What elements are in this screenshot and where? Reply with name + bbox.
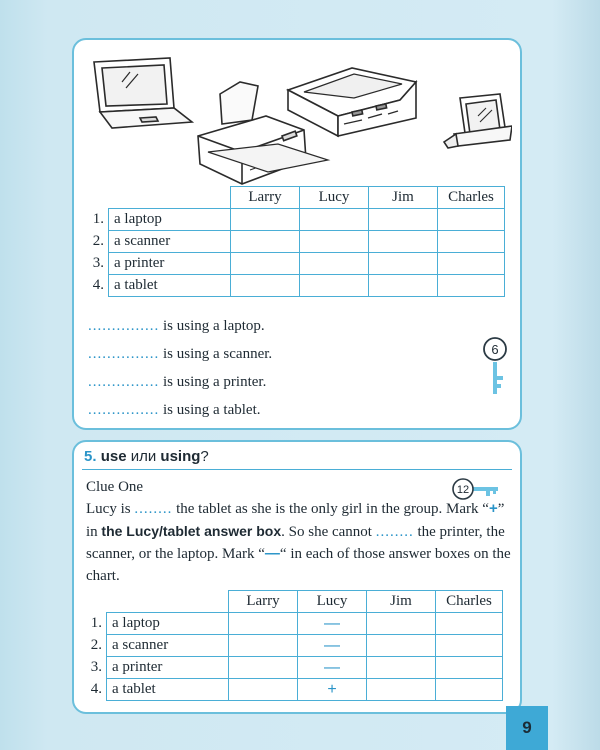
row-item: a laptop [109, 209, 231, 231]
answer-cell[interactable] [229, 635, 298, 657]
task-title [84, 448, 209, 465]
column-header: Larry [231, 187, 300, 209]
row-item: a laptop [107, 613, 229, 635]
answer-cell[interactable] [436, 657, 503, 679]
scanner-icon [288, 68, 416, 136]
question-mark: ? [200, 448, 209, 465]
task-number: 5. [84, 448, 97, 465]
answer-cell[interactable] [231, 275, 300, 297]
option-use: use [100, 448, 127, 465]
clue-segment: ” in [86, 501, 505, 540]
row-number: 3. [90, 659, 102, 675]
answer-cell[interactable] [438, 231, 505, 253]
devices-illustration [82, 48, 512, 198]
answer-cell[interactable] [300, 231, 369, 253]
column-header: Lucy [300, 187, 369, 209]
answer-cell[interactable] [436, 613, 503, 635]
answer-cell[interactable] [436, 635, 503, 657]
answer-cell[interactable] [229, 657, 298, 679]
row-item: a printer [107, 657, 229, 679]
answer-chart-clue [80, 590, 503, 701]
plus-sign: + [488, 500, 498, 517]
answer-cell-lucy[interactable]: + [298, 679, 367, 701]
blank-dots[interactable]: ............... [88, 346, 160, 362]
title-divider [82, 469, 512, 470]
row-item: a scanner [107, 635, 229, 657]
column-header: Charles [438, 187, 505, 209]
option-using: using [160, 448, 201, 465]
minus-sign: — [264, 545, 280, 562]
column-header: Jim [367, 591, 436, 613]
page-number: 9 [506, 706, 548, 750]
answer-cell[interactable] [369, 275, 438, 297]
table-row [80, 679, 503, 701]
blank-dots[interactable]: ............... [88, 318, 160, 334]
row-item: a scanner [109, 231, 231, 253]
key-number: 12 [456, 484, 470, 496]
clue-segment: . So she cannot [281, 524, 376, 540]
clue-segment: the tablet as she is the only girl in the group. Mark “ [172, 501, 489, 517]
answer-chart-top [82, 186, 505, 297]
answer-cell[interactable] [436, 679, 503, 701]
row-number: 2. [90, 637, 102, 653]
sentence-line [88, 312, 272, 340]
blank-dots[interactable]: ............... [88, 402, 160, 418]
table-row [80, 657, 503, 679]
clue-title: Clue One [86, 479, 144, 495]
column-header: Larry [229, 591, 298, 613]
clue-segment: Lucy is [86, 501, 135, 517]
answer-cell[interactable] [367, 679, 436, 701]
answer-cell[interactable] [438, 253, 505, 275]
clue-segment: “ in each of those answer boxes on the chart. [86, 546, 511, 584]
sentence-line [88, 340, 272, 368]
laptop-icon [94, 58, 192, 128]
answer-cell[interactable] [231, 231, 300, 253]
answer-cell[interactable] [369, 253, 438, 275]
blank-dots[interactable]: ........ [134, 501, 173, 517]
column-header: Charles [436, 591, 503, 613]
answer-cell[interactable] [369, 231, 438, 253]
row-number: 4. [90, 681, 102, 697]
row-number: 1. [92, 211, 104, 227]
table-row [80, 635, 503, 657]
answer-cell[interactable] [300, 209, 369, 231]
row-item: a tablet [109, 275, 231, 297]
exercise-card-devices [72, 38, 522, 430]
row-number: 3. [92, 255, 104, 271]
answer-cell[interactable] [229, 679, 298, 701]
sentence-text: is using a tablet. [159, 402, 261, 418]
sentence-line [88, 396, 272, 424]
answer-cell[interactable] [438, 275, 505, 297]
column-header: Lucy [298, 591, 367, 613]
table-row [80, 613, 503, 635]
answer-cell[interactable] [300, 253, 369, 275]
key-icon [452, 478, 500, 500]
blank-dots[interactable]: ........ [375, 524, 414, 540]
answer-cell[interactable] [231, 209, 300, 231]
answer-cell[interactable] [367, 613, 436, 635]
answer-cell[interactable] [367, 635, 436, 657]
exercise-card-5 [72, 440, 522, 714]
clue-segment: the printer, the scanner, or the laptop. Mark “ [86, 524, 505, 562]
option-or: или [126, 448, 161, 465]
answer-cell-lucy[interactable]: — [298, 657, 367, 679]
tablet-icon [444, 94, 512, 148]
answer-cell[interactable] [369, 209, 438, 231]
answer-cell[interactable] [231, 253, 300, 275]
column-header: Jim [369, 187, 438, 209]
row-item: a tablet [107, 679, 229, 701]
answer-cell-lucy[interactable]: — [298, 635, 367, 657]
answer-cell[interactable] [300, 275, 369, 297]
table-row [82, 275, 505, 297]
clue-bold-segment: the Lucy/tablet answer box [101, 523, 282, 539]
answer-cell[interactable] [229, 613, 298, 635]
row-number: 2. [92, 233, 104, 249]
fill-in-sentences [88, 312, 272, 424]
row-number: 1. [90, 615, 102, 631]
answer-cell[interactable] [438, 209, 505, 231]
sentence-text: is using a printer. [159, 374, 267, 390]
sentence-text: is using a scanner. [159, 346, 273, 362]
table-row [82, 231, 505, 253]
sentence-line [88, 368, 272, 396]
row-number: 4. [92, 277, 104, 293]
clue-paragraph [86, 498, 516, 587]
key-icon [480, 336, 510, 398]
key-number: 6 [491, 342, 499, 357]
answer-cell[interactable] [367, 657, 436, 679]
answer-cell-lucy[interactable]: — [298, 613, 367, 635]
table-row [82, 209, 505, 231]
sentence-text: is using a laptop. [159, 318, 265, 334]
table-row [82, 253, 505, 275]
blank-dots[interactable]: ............... [88, 374, 160, 390]
row-item: a printer [109, 253, 231, 275]
